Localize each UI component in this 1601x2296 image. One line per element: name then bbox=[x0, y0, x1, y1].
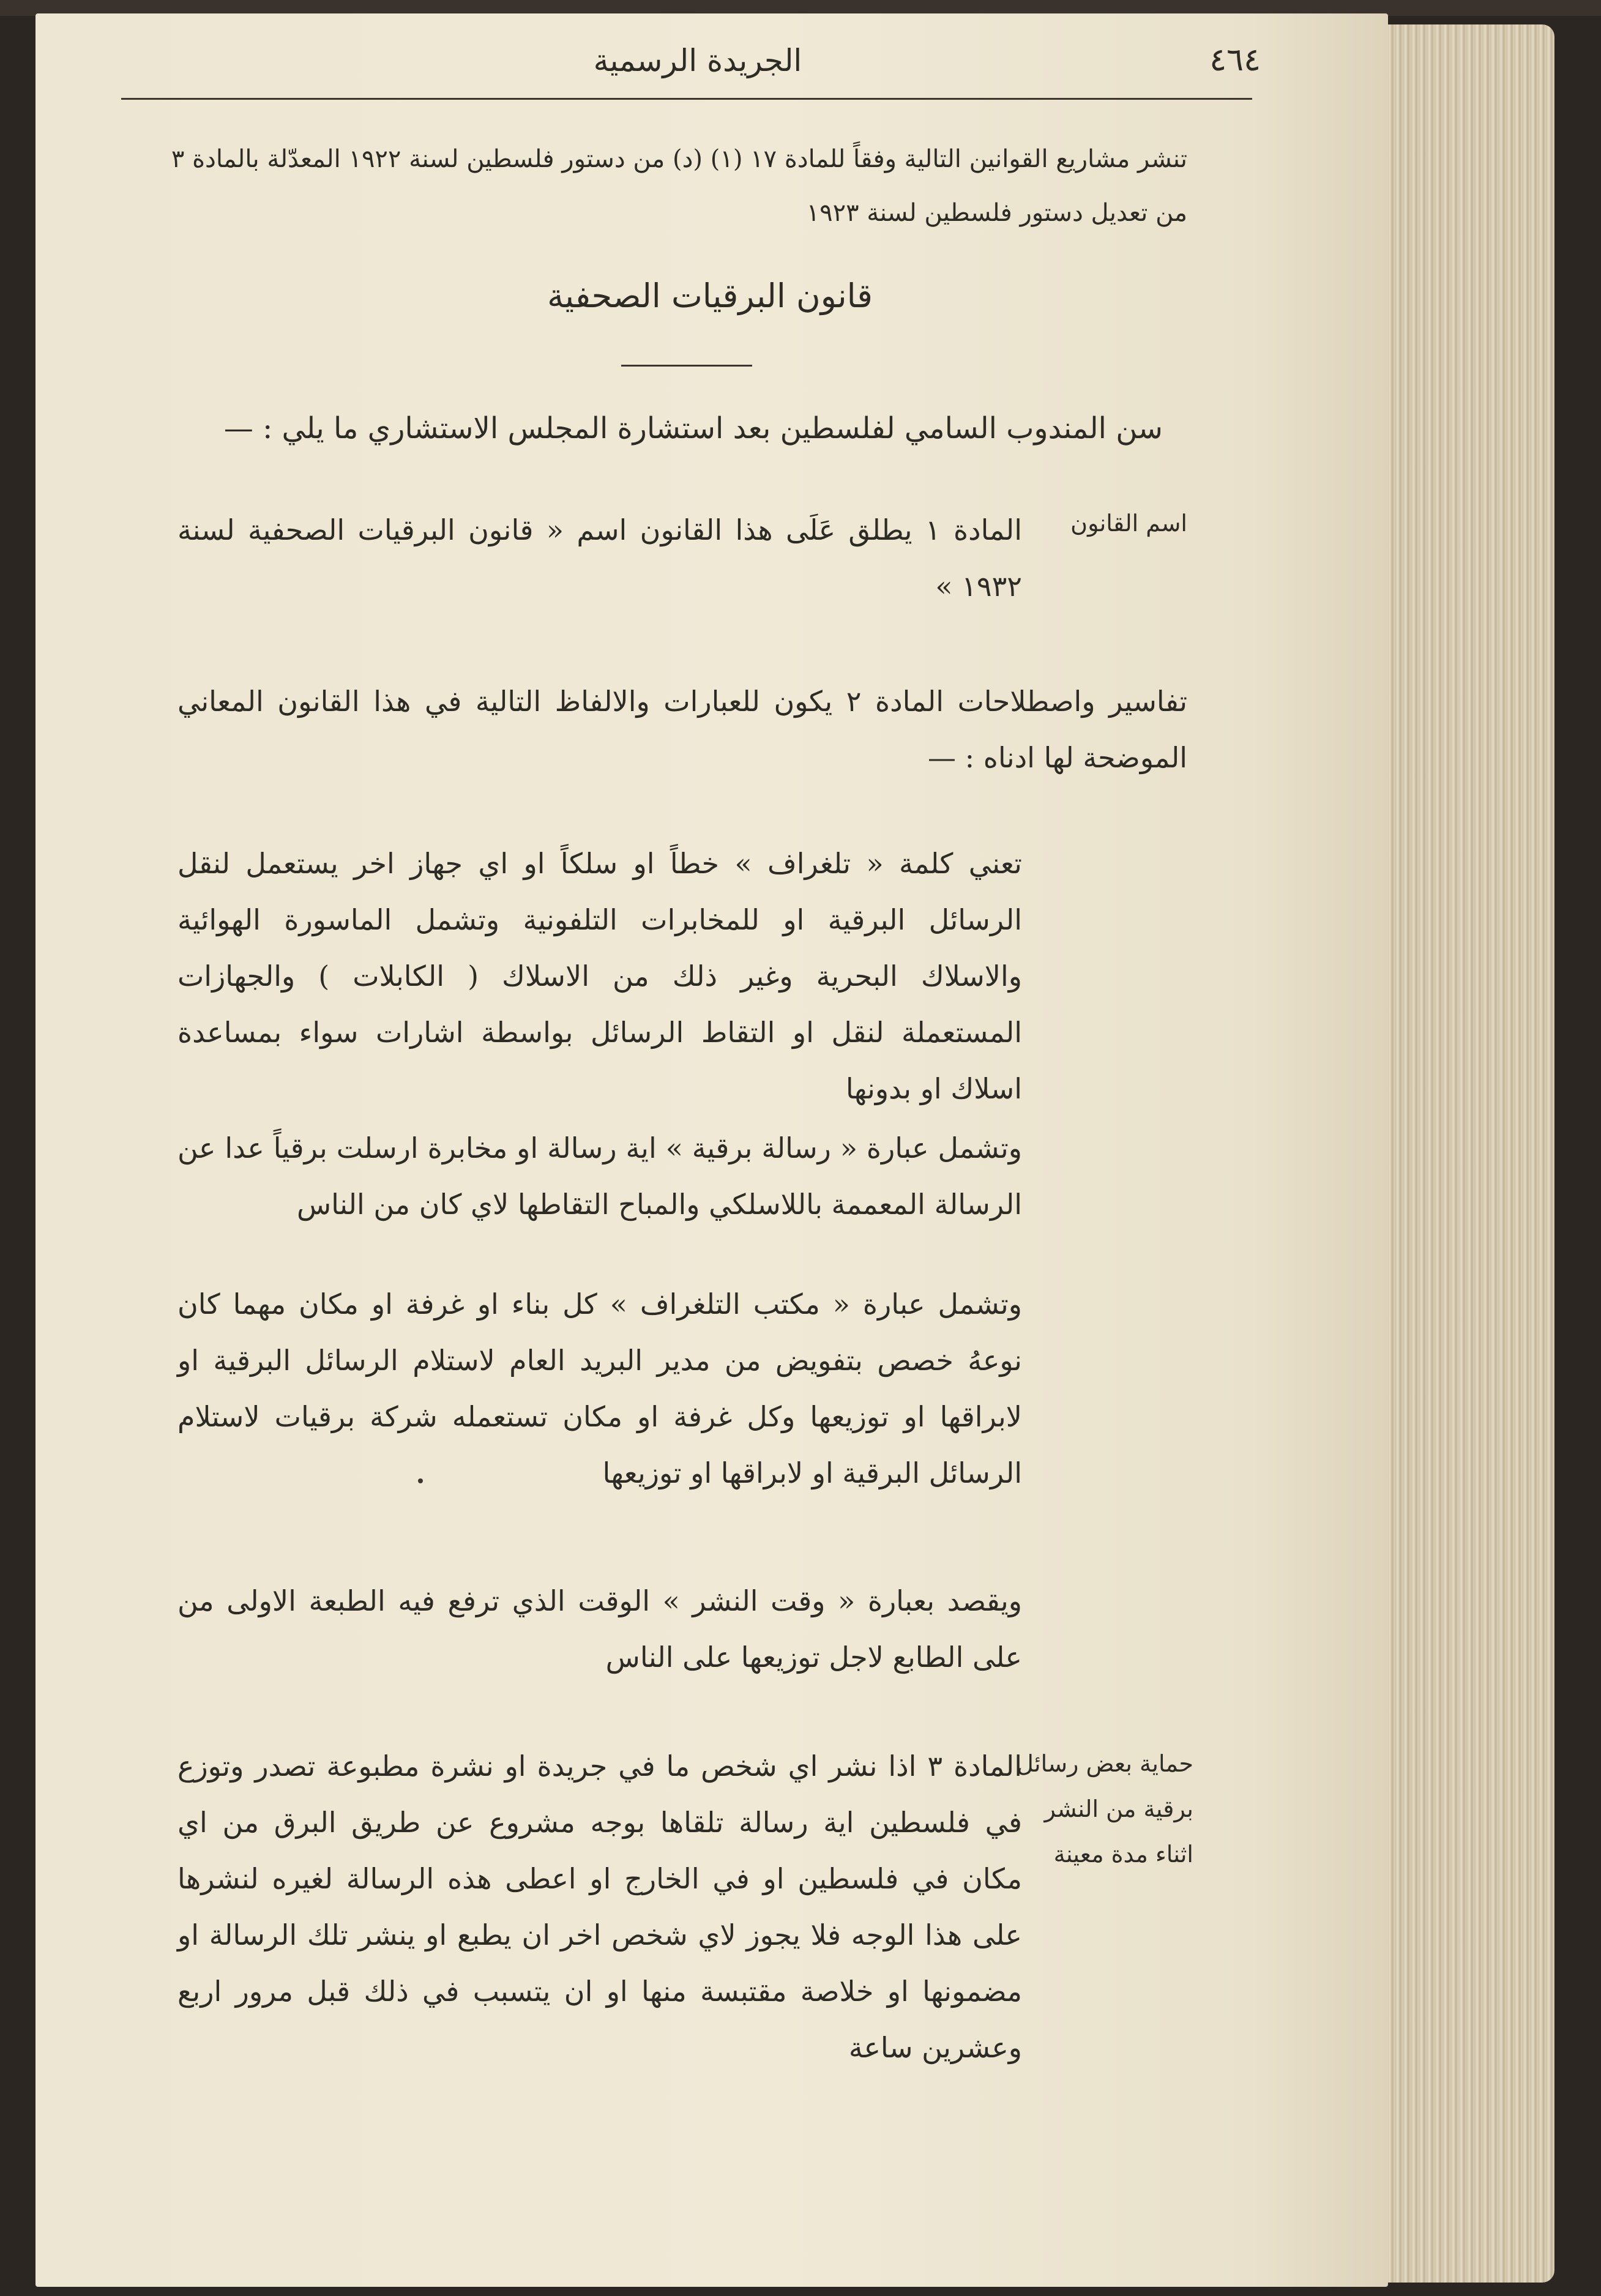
law-title: قانون البرقيات الصحفية bbox=[547, 277, 873, 315]
header-rule bbox=[121, 98, 1252, 100]
margin-note-section-3: حماية بعض رسائل برقية من النشر اثناء مدة معينة bbox=[1017, 1750, 1193, 1868]
stray-mark bbox=[418, 1478, 423, 1483]
definition-time-of-publication: ويقصد بعبارة « وقت النشر » الوقت الذي ترفع فيه الطبعة الاولى من على الطابع لاجل توزيعها على الناس bbox=[177, 1584, 1022, 1674]
section-3-text: المادة ٣ اذا نشر اي شخص ما في جريدة او نشرة مطبوعة تصدر وتوزع في فلسطين اية رسالة تلقاها بوجه مشروع عن طريق البرق من اي مكان في فلسطين او في الخارج او اعطى هذه الرسالة لغيره لنشرها على هذا الوجه فلا يجوز لاي شخص اخر ان يطبع او ينشر تلك الرسالة او مضمونها او خلاصة مقتبسة منها او ان يتسبب في ذلك قبل مرور اربع وعشرين ساعة bbox=[177, 1750, 1022, 2064]
section-1-text: المادة ١ يطلق عَلَى هذا القانون اسم « قانون البرقيات الصحفية لسنة ١٩٣٢ » bbox=[177, 513, 1022, 603]
margin-note-section-1: اسم القانون bbox=[1070, 510, 1187, 537]
definition-telegraph-office: وتشمل عبارة « مكتب التلغراف » كل بناء او غرفة او مكان مهما كان نوعهُ خصص بتفويض من مدير البريد العام لاستلام الرسائل البرقية او لابراقها او توزيعها وكل غرفة او مكان تستعمله شركة برقيات لاستلام الرسائل البرقية او لابراقها او توزيعها bbox=[177, 1288, 1022, 1489]
enacting-clause: سن المندوب السامي لفلسطين بعد استشارة المجلس الاستشاري ما يلي : — bbox=[223, 411, 1163, 445]
page-number: ٤٦٤ bbox=[1209, 42, 1261, 78]
running-title: الجريدة الرسمية bbox=[593, 43, 802, 78]
intro-paragraph: تنشر مشاريع القوانين التالية وفقاً للمادة ١٧ (١) (د) من دستور فلسطين لسنة ١٩٢٢ المعدّلة بالمادة ٣ من تعديل دستور فلسطين لسنة ١٩٢٣ bbox=[171, 145, 1187, 227]
margin-note-section-2: تفاسير واصطلاحات bbox=[957, 685, 1187, 718]
definition-telegraph: تعني كلمة « تلغراف » خطاً او سلكاً او اي جهاز اخر يستعمل لنقل الرسائل البرقية او للمخابرات التلفونية وتشمل الماسورة الهوائية والاسلاك البحرية وغير ذلك من الاسلاك ( الكابلات ) والجهازات المستعملة لنقل او التقاط الرسائل بواسطة اشارات سواء بمساعدة اسلاك او بدونها bbox=[177, 847, 1022, 1105]
title-rule bbox=[621, 365, 752, 367]
section-2-body: المادة ٢ يكون للعبارات والالفاظ التالية في هذا القانون المعاني الموضحة لها ادناه : — bbox=[177, 685, 1187, 774]
section-2-text bbox=[177, 673, 1187, 786]
definition-telegraphic-message: وتشمل عبارة « رسالة برقية » اية رسالة او مخابرة ارسلت برقياً عدا عن الرسالة المعممة باللاسلكي والمباح التقاطها لاي كان من الناس bbox=[177, 1131, 1022, 1221]
page-edges bbox=[1371, 24, 1554, 2283]
